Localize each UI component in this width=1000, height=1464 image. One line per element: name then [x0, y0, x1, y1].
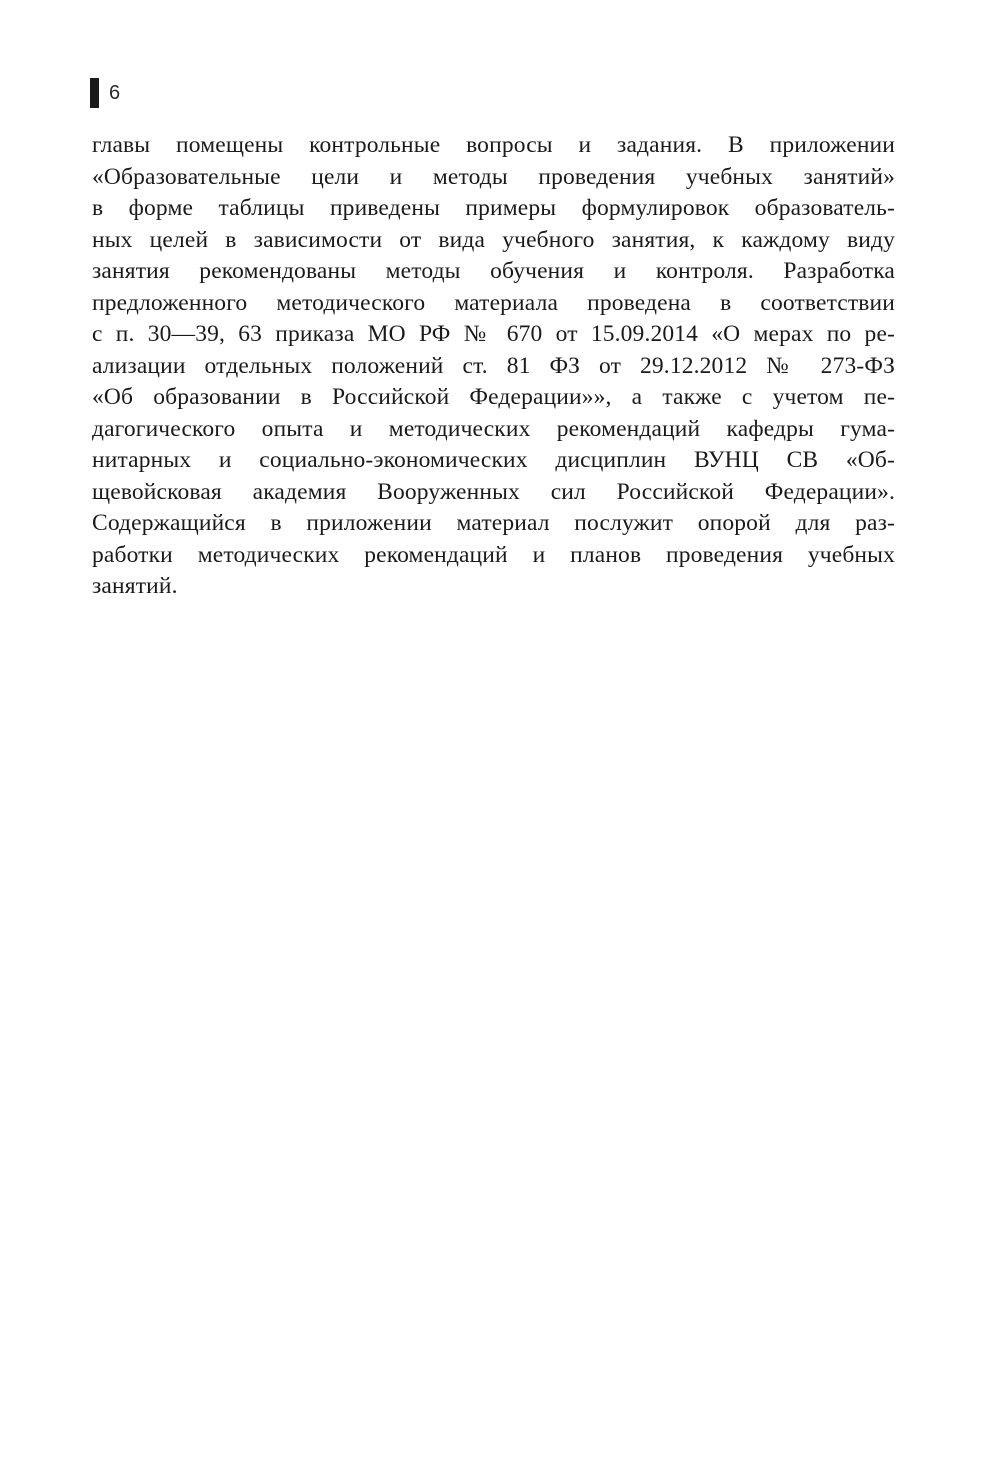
text-line: в форме таблицы приведены примеры формулировок образователь-	[92, 195, 895, 221]
header-bar-marker	[90, 78, 99, 108]
text-line: ализации отдельных положений ст. 81 ФЗ от 29.12.2012 № 273-ФЗ	[92, 352, 895, 379]
text-line: предложенного методического материала проведена в соответствии	[92, 289, 895, 316]
text-line: нитарных и социально-экономических дисциплин ВУНЦ СВ «Об-	[92, 447, 895, 473]
page-header	[90, 78, 120, 108]
text-line: ных целей в зависимости от вида учебного занятия, к каждому виду	[92, 226, 895, 253]
text-line: главы помещены контрольные вопросы и задания. В приложении	[92, 132, 895, 158]
text-line: занятий.	[92, 573, 178, 599]
text-line: дагогического опыта и методических рекомендаций кафедры гума-	[92, 415, 895, 442]
text-line: работки методических рекомендаций и планов проведения учебных	[92, 541, 895, 568]
body-paragraph	[92, 130, 895, 603]
text-line: занятия рекомендованы методы обучения и контроля. Разработка	[92, 258, 895, 284]
text-line: щевойсковая академия Вооруженных сил Российской Федерации».	[92, 478, 895, 505]
text-line: «Об образовании в Российской Федерации»», а также с учетом пе-	[92, 384, 895, 410]
text-line: с п. 30—39, 63 приказа МО РФ № 670 от 15.09.2014 «О мерах по ре-	[92, 321, 895, 347]
text-line: Содержащийся в приложении материал послужит опорой для раз-	[92, 510, 895, 536]
page-number: 6	[109, 82, 121, 104]
text-line: «Образовательные цели и методы проведения учебных занятий»	[92, 163, 895, 190]
